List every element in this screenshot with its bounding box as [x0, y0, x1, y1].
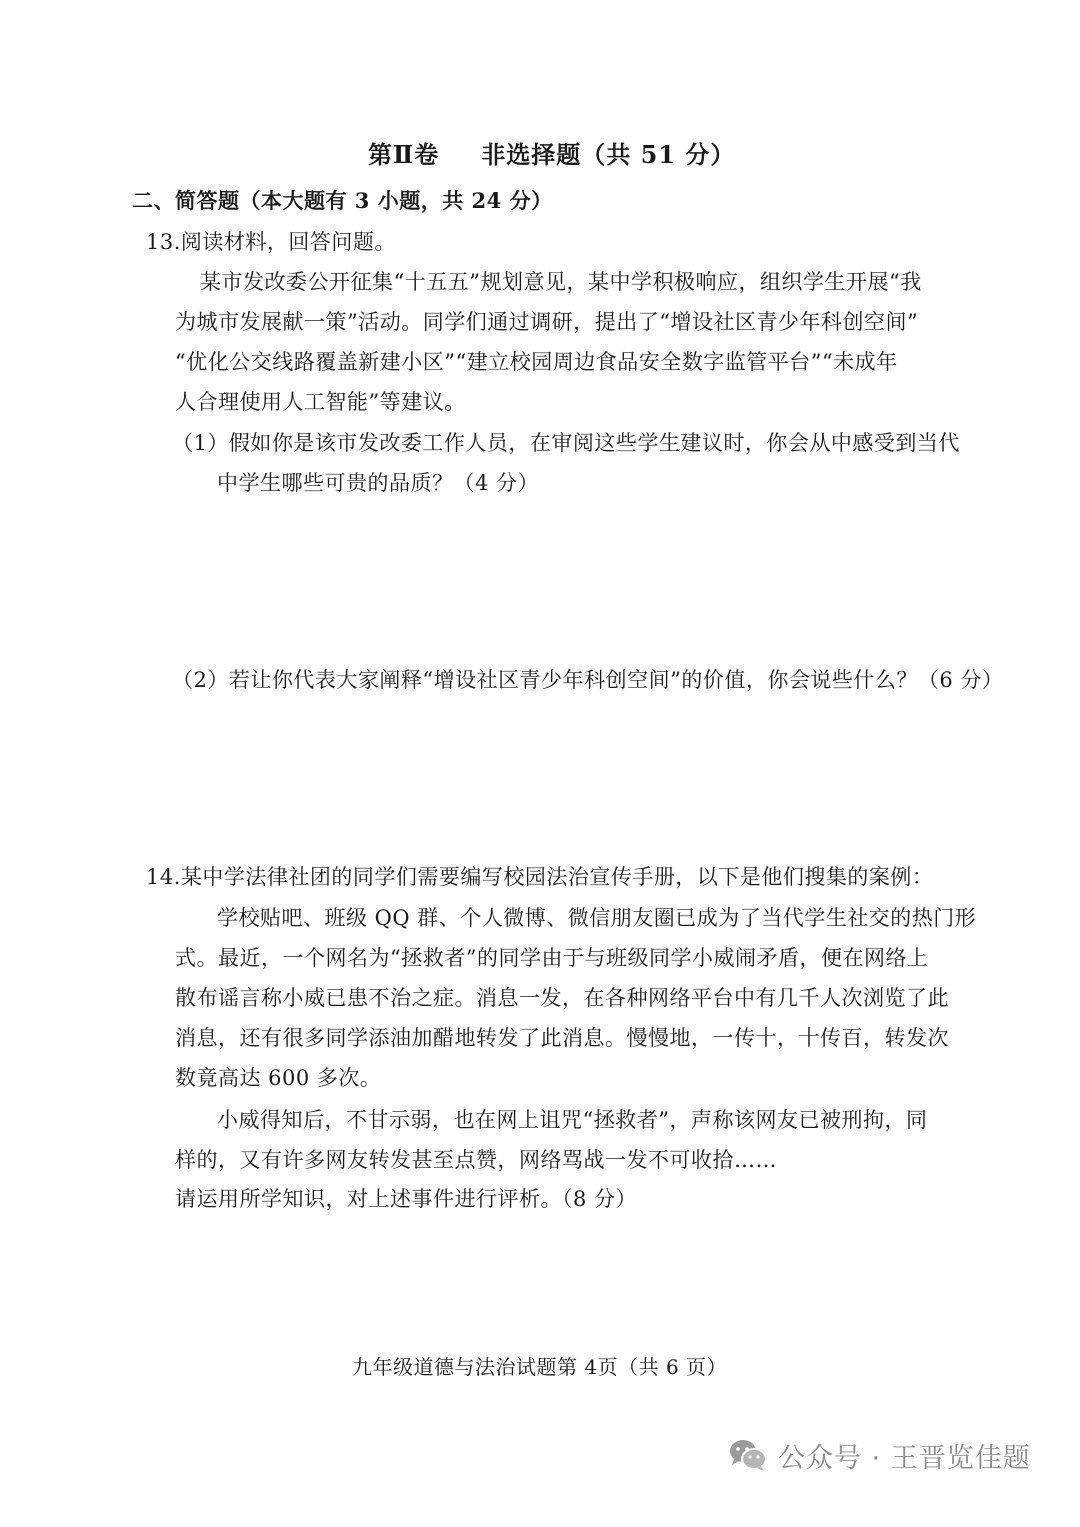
q14-para1-line: 学校贴吧、班级 QQ 群、个人微博、微信朋友圈已成为了当代学生社交的热门形 — [217, 906, 977, 930]
q14-para1-line: 式。最近，一个网名为“拯救者”的同学由于与班级同学小威闹矛盾，便在网络上 — [175, 946, 929, 970]
q13-sub1-line: 中学生哪些可贵的品质？（4 分） — [217, 471, 540, 495]
q14-para1-line: 数竟高达 600 多次。 — [175, 1066, 382, 1090]
section-two-heading: 二、简答题（本大题有 3 小题，共 24 分） — [132, 188, 553, 213]
page-footer: 九年级道德与法治试题第 4页（共 6 页） — [352, 1355, 728, 1379]
watermark-text: 公众号 · 王晋览佳题 — [778, 1442, 1031, 1474]
watermark — [728, 1435, 1031, 1475]
q14-para1-line: 消息，还有很多同学添油加醋地转发了此消息。慢慢地，一传十，十传百，转发次 — [175, 1026, 949, 1050]
section-name: 非选择题（共 51 分） — [481, 140, 736, 169]
q13-sub1-line: （1）假如你是该市发改委工作人员，在审阅这些学生建议时，你会从中感受到当代 — [172, 431, 960, 455]
q13-material-line: “优化公交线路覆盖新建小区”“建立校园周边食品安全数字监管平台”“未成年 — [175, 350, 898, 374]
q13-material-line: 为城市发展献一策”活动。同学们通过调研，提出了“增设社区青少年科创空间” — [175, 310, 919, 334]
section-title — [368, 140, 735, 170]
q13-stem: 13.阅读材料，回答问题。 — [146, 230, 396, 254]
wechat-icon — [728, 1438, 768, 1472]
q13-sub2: （2）若让你代表大家阐释“增设社区青少年科创空间”的价值，你会说些什么？（6 分） — [172, 668, 1004, 692]
q14-para2-line: 小威得知后，不甘示弱，也在网上诅咒“拯救者”，声称该网友已被刑拘，同 — [217, 1108, 928, 1132]
q14-para2-line: 样的，又有许多网友转发甚至点赞，网络骂战一发不可收拾…… — [175, 1148, 777, 1172]
section-part: 第Ⅱ卷 — [368, 140, 440, 169]
q14-stem: 14.某中学法律社团的同学们需要编写校园法治宣传手册，以下是他们搜集的案例： — [146, 865, 934, 889]
q14-para1-line: 散布谣言称小威已患不治之症。消息一发，在各种网络平台中有几千人次浏览了此 — [175, 986, 949, 1010]
q13-material-line: 某市发改委公开征集“十五五”规划意见，某中学积极响应，组织学生开展“我 — [200, 270, 922, 294]
q13-material-line: 人合理使用人工智能”等建议。 — [175, 390, 466, 414]
q14-question: 请运用所学知识，对上述事件进行评析。（8 分） — [175, 1187, 638, 1211]
